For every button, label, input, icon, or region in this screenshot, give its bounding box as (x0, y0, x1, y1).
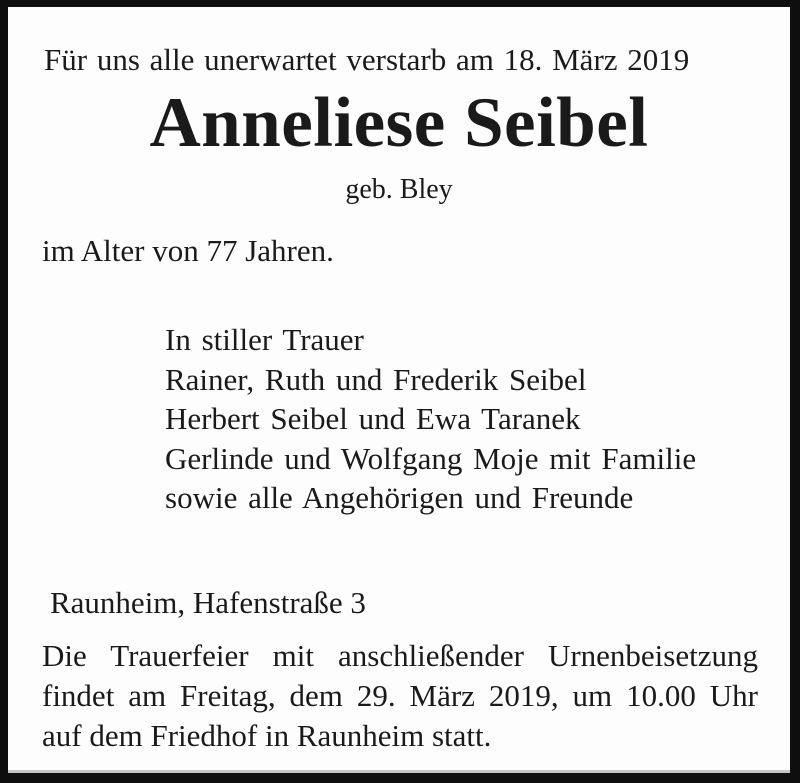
maiden-name: geb. Bley (345, 174, 453, 205)
age-line: im Alter von 77 Jahren. (42, 233, 334, 268)
mourner-line: Rainer, Ruth und Frederik Seibel (165, 361, 587, 397)
funeral-info-line: auf dem Friedhof in Raunheim statt. (42, 718, 492, 753)
intro-line: Für uns alle unerwartet verstarb am 18. März 2019 (44, 42, 690, 77)
mourner-line: Gerlinde und Wolfgang Moje mit Familie (165, 440, 697, 476)
funeral-info-line: Die Trauerfeier mit anschließender Urnenbeisetzung (42, 638, 758, 673)
mourners-block (165, 320, 696, 518)
mourning-header: In stiller Trauer (165, 322, 364, 357)
mourner-line: Herbert Seibel und Ewa Taranek (165, 401, 581, 436)
funeral-info-line: findet am Freitag, dem 29. März 2019, um 10.00 Uhr (42, 678, 758, 713)
mourner-line: sowie alle Angehörigen und Freunde (165, 480, 634, 515)
deceased-name: Anneliese Seibel (149, 84, 649, 162)
obituary-notice (8, 7, 790, 773)
funeral-info-block (42, 636, 758, 756)
location-line: Raunheim, Hafenstraße 3 (50, 585, 366, 620)
